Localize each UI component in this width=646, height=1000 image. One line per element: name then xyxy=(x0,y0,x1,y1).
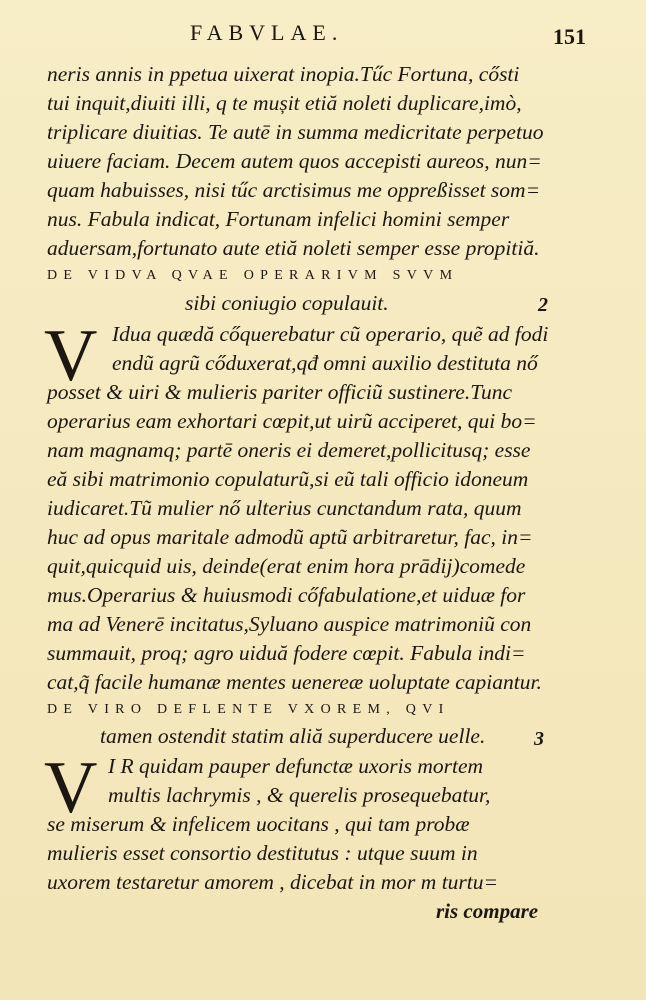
text-line: I R quidam pauper defunctæ uxoris mortem xyxy=(108,754,484,778)
text-line: quam habuisses, nisi tűc arctisimus me oppreßisset som= xyxy=(47,178,541,202)
text-line: nus. Fabula indicat, Fortunam infelici homini semper xyxy=(47,207,510,231)
text-line: triplicare diuitias. Te autē in summa medicritate perpetuo xyxy=(47,120,544,144)
text-line: mus.Operarius & huiusmodi cőfabulatione,et uiduæ for xyxy=(47,583,526,607)
fable-number: 3 xyxy=(534,728,544,750)
text-line: eă sibi matrimonio copulaturũ,si eũ tali officio idoneum xyxy=(47,467,529,491)
fable-title-italic: sibi coniugio copulauit. xyxy=(185,291,389,315)
text-line: aduersam,fortunato aute etiă noleti semper esse propitiă. xyxy=(47,236,540,260)
text-line: posset & uiri & mulieris pariter officiũ sustinere.Tunc xyxy=(47,380,513,404)
fable-number: 2 xyxy=(538,294,548,316)
running-title: FABVLAE. xyxy=(190,20,344,45)
fable-title-caps: DE VIDVA QVAE OPERARIVM SVVM xyxy=(47,268,459,283)
drop-capital: V xyxy=(44,315,98,397)
catchword: ris compare xyxy=(436,899,539,923)
text-line: nam magnamq; partē oneris ei demeret,pollicitusq; esse xyxy=(47,438,531,462)
text-line: iudicaret.Tũ mulier nő ulterius cunctandum rata, quum xyxy=(47,496,522,520)
text-line: quit,quicquid uis, deinde(erat enim hora prādij)comede xyxy=(47,554,526,578)
text-line: uiuere faciam. Decem autem quos accepisti aureos, nun= xyxy=(47,149,542,173)
text-line: se miserum & infelicem uocitans , qui tam probæ xyxy=(47,812,470,836)
text-line: uxorem testaretur amorem , dicebat in mor m turtu= xyxy=(47,870,499,894)
text-line: operarius eam exhortari cœpit,ut uirũ acciperet, qui bo= xyxy=(47,409,537,433)
text-line: huc ad opus maritale admodũ aptũ arbitraretur, fac, in= xyxy=(47,525,533,549)
text-line: cat,q̃ facile humanæ mentes uenereæ uoluptate capiantur. xyxy=(47,670,542,694)
page-number: 151 xyxy=(553,24,586,49)
text-line: Idua quædă cőquerebatur cũ operario, quẽ ad fodi xyxy=(112,322,549,346)
fable-title-caps: DE VIRO DEFLENTE VXOREM, QVI xyxy=(47,702,450,717)
text-line: multis lachrymis , & querelis prosequebatur, xyxy=(108,783,491,807)
fable-title-italic: tamen ostendit statim aliă superducere uelle. xyxy=(100,724,486,748)
text-line: mulieris esset consortio destitutus : utque suum in xyxy=(47,841,478,865)
text-line: tui inquit,diuiti illi, q te mușit etiă noleti duplicare,imò, xyxy=(47,91,522,115)
text-line: neris annis in ppetua uixerat inopia.Tűc Fortuna, cősti xyxy=(47,62,520,86)
text-line: ma ad Venerē incitatus,Syluano auspice matrimoniũ con xyxy=(47,612,532,636)
text-line: summauit, proq; agro uiduă fodere cœpit. Fabula indi= xyxy=(47,641,526,665)
text-line: endũ agrũ cőduxerat,qđ omni auxilio destituta nő xyxy=(112,351,538,375)
drop-capital: V xyxy=(44,747,98,829)
